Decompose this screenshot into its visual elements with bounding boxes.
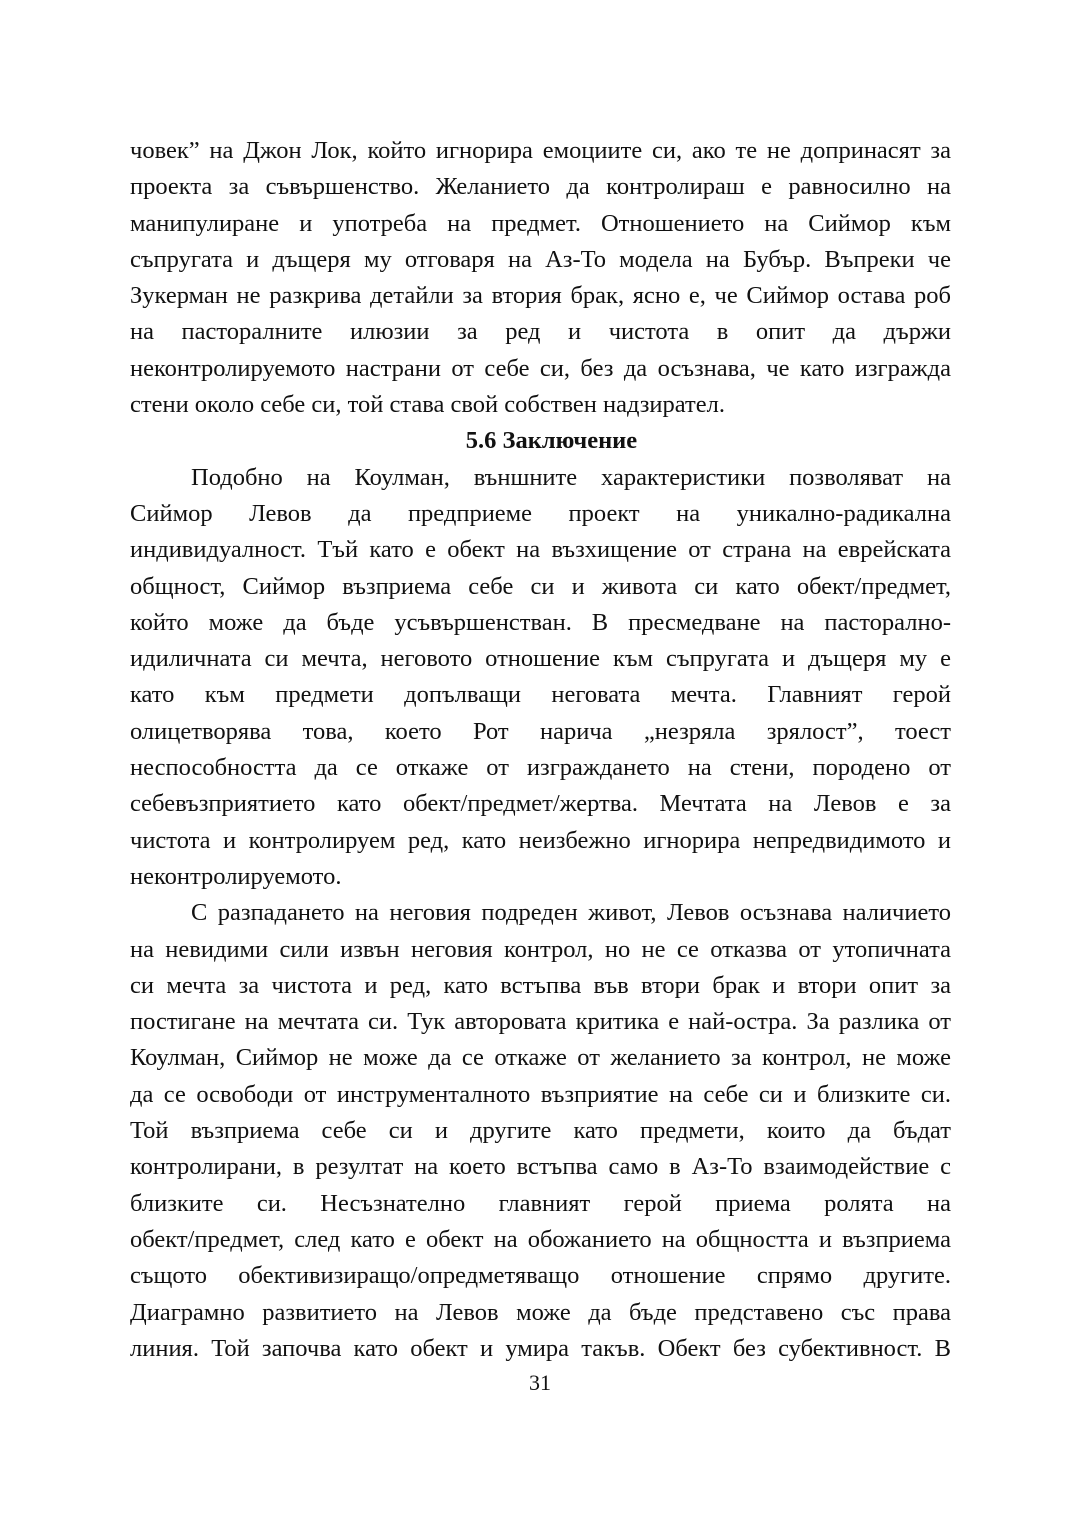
text-line: неспособността да се откаже от изграждането на стени, породено от [130, 754, 951, 782]
text-line: човек” на Джон Лок, който игнорира емоциите си, ако те не допринасят за [130, 137, 951, 164]
text-line: да се освободи от инструменталното възприятие на себе си и близките си. [130, 1080, 951, 1108]
text-line: индивидуалност. Тъй като е обект на възхищение от страна на еврейската [130, 536, 951, 564]
text-line: неконтролируемото настрани от себе си, без да осъзнава, че като изгражда [130, 354, 951, 382]
text-line: идиличната си мечта, неговото отношение към съпругата и дъщеря му е [130, 645, 951, 673]
text-line: проекта за съвършенство. Желанието да контролираш е равносилно на [130, 173, 951, 201]
text-line: себевъзприятието като обект/предмет/жертва. Мечтата на Левов е за [130, 790, 951, 818]
text-line: си мечта за чистота и ред, като встъпва във втори брак и втори опит за [130, 971, 951, 999]
text-line: на невидими сили извън неговия контрол, но не се отказва от утопичната [130, 935, 951, 963]
text-line: Сиймор Левов да предприеме проект на уникално-радикална [130, 499, 951, 527]
text-line: който може да бъде усъвършенстван. В пресмедване на пасторално- [130, 608, 951, 636]
text-line: С разпадането на неговия подреден живот, Левов осъзнава наличието [191, 899, 951, 927]
text-line: Той възприема себе си и другите като предмети, които да бъдат [130, 1117, 951, 1145]
body-text [130, 133, 951, 1367]
page-number: 31 [529, 1370, 551, 1395]
paragraph-3 [130, 895, 951, 1367]
text-line: като към предмети допълващи неговата мечта. Главният герой [130, 681, 951, 709]
text-line: постигане на мечтата си. Тук авторовата критика е най-остра. За разлика от [130, 1008, 951, 1036]
section-heading: 5.6 Заключение [465, 427, 638, 455]
text-line: Подобно на Коулман, външните характеристики позволяват на [191, 463, 951, 491]
text-line: Диаграмно развитието на Левов може да бъде представено със права [130, 1298, 951, 1326]
text-line: линия. Той започва като обект и умира такъв. Обект без субективност. В [130, 1334, 951, 1362]
text-line: общност, Сиймор възприема себе си и живота си като обект/предмет, [130, 572, 951, 600]
text-line: близките си. Несъзнателно главният герой приема ролята на [130, 1189, 951, 1217]
text-line: контролирани, в резултат на което встъпва само в Аз-То взаимодействие с [130, 1153, 951, 1181]
text-line: на пасторалните илюзии за ред и чистота в опит да държи [130, 318, 951, 346]
text-line: стени около себе си, той става свой собствен надзирател. [130, 391, 725, 419]
paragraph-2 [130, 460, 951, 896]
text-line: чистота и контролируем ред, като неизбежно игнорира непредвидимото и [130, 826, 951, 854]
text-line: съпругата и дъщеря му отговаря на Аз-То модела на Бубър. Въпреки че [130, 245, 951, 273]
text-line: неконтролируемото. [130, 862, 342, 890]
paragraph-1 [130, 133, 951, 423]
text-line: Коулман, Сиймор не може да се откаже от желанието за контрол, не може [130, 1044, 951, 1072]
text-line: обект/предмет, след като е обект на обожанието на общността и възприема [130, 1225, 951, 1253]
text-line: манипулиране и употреба на предмет. Отношението на Сиймор към [130, 209, 951, 237]
text-line: същото обективизиращо/опредметяващо отношение спрямо другите. [130, 1262, 951, 1290]
text-line: олицетворява това, което Рот нарича „незряла зрялост”, тоест [130, 717, 951, 745]
text-line: Зукерман не разкрива детайли за втория брак, ясно е, че Сиймор остава роб [130, 282, 951, 310]
